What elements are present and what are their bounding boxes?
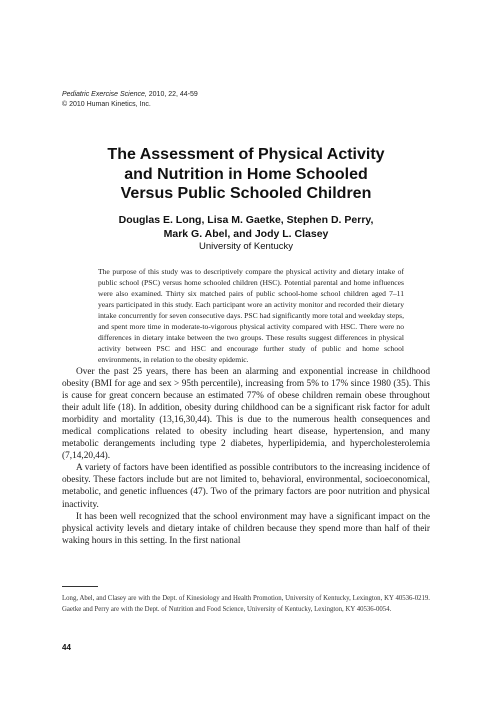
author-footnote: Long, Abel, and Clasey are with the Dept. of Kinesiology and Health Promotion, University of Kentucky, Lexington, KY 40536-0219. Gaetke and Perry are with the Dept. of Nutrition and Food Science, University of Kentucky, Lexington, KY 40536-0054. bbox=[62, 595, 430, 614]
journal-details: 2010, 22, 44-59 bbox=[146, 91, 198, 98]
page-number: 44 bbox=[62, 643, 71, 652]
affiliation: University of Kentucky bbox=[199, 241, 293, 252]
body-text bbox=[62, 366, 430, 547]
body-paragraph: It has been well recognized that the school environment may have a significant impact on the physical activity levels and dietary intake of children because they spend more than half of their waking hours in this setting. In the first national bbox=[62, 511, 430, 546]
title-line: Versus Public Schooled Children bbox=[120, 185, 372, 202]
author-list bbox=[62, 213, 430, 241]
author-line: Douglas E. Long, Lisa M. Gaetke, Stephen D. Perry, bbox=[118, 214, 374, 226]
article-title bbox=[62, 145, 430, 204]
abstract: The purpose of this study was to descriptively compare the physical activity and dietary intake of public school (PSC) versus home schooled children (HSC). Potential parental and home influences were also examined. Thirty six matched pairs of public school-home school children aged 7–11 years participated in this study. Each participant wore an activity monitor and recorded their dietary intake concurrently for seven consecutive days. PSC had significantly more total and weekday steps, and spent more time in moderate-to-vigorous physical activity compared with HSC. There were no differences in dietary intake between the two groups. These results suggest differences in physical activity between PSC and HSC and encourage further study of public and home school environments, in relation to the obesity epidemic. bbox=[98, 267, 404, 365]
body-paragraph: Over the past 25 years, there has been an alarming and exponential increase in childhood obesity (BMI for age and sex > 95th percentile), increasing from 5% to 17% since 1980 (35). This is cause for great concern because an estimated 77% of obese children remain obese throughout their adult life (18). In addition, obesity during childhood can be a significant risk factor for adult morbidity and mortality (13,16,30,44). This is due to the numerous health consequences and medical complications related to obesity including heart disease, hypertension, and many metabolic derangements including type 2 diabetes, hyperlipidemia, and hypercholesterolemia (7,14,20,44). bbox=[62, 367, 430, 462]
journal-name: Pediatric Exercise Science, bbox=[62, 91, 147, 98]
journal-citation bbox=[62, 90, 362, 100]
author-line: Mark G. Abel, and Jody L. Clasey bbox=[163, 228, 329, 240]
title-line: and Nutrition in Home Schooled bbox=[124, 165, 368, 183]
body-paragraph: A variety of factors have been identified as possible contributors to the increasing incidence of obesity. These factors include but are not limited to, behavioral, environmental, socioeconomical, metabolic, and genetic influences (47). Two of the primary factors are poor nutrition and physical inactivity. bbox=[62, 463, 430, 510]
footnote-rule bbox=[62, 586, 98, 587]
copyright-line: © 2010 Human Kinetics, Inc. bbox=[62, 100, 151, 108]
journal-header bbox=[62, 90, 362, 109]
title-line: The Assessment of Physical Activity bbox=[107, 146, 385, 163]
